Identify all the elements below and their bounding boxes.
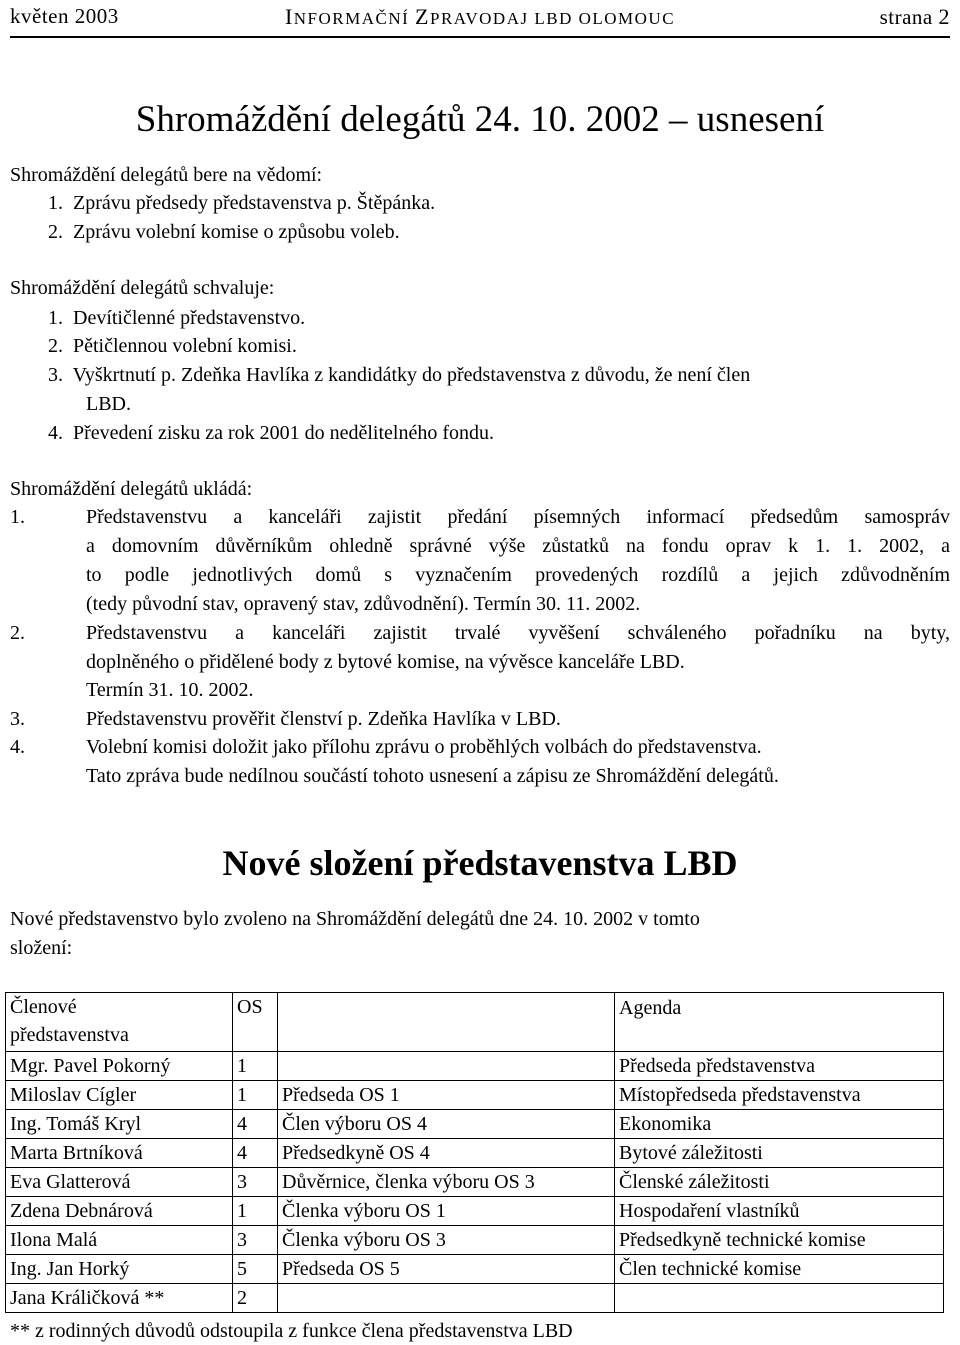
member-os: 1 bbox=[233, 1052, 278, 1081]
member-agenda: Místopředseda představenstva bbox=[615, 1081, 944, 1110]
member-agenda: Hospodaření vlastníků bbox=[615, 1197, 944, 1226]
list-item: 4. Převedení zisku za rok 2001 do nedělitelného fondu. bbox=[48, 422, 494, 444]
table-row bbox=[6, 1168, 944, 1197]
list-number: 2. bbox=[10, 622, 25, 644]
member-agenda: Člen technické komise bbox=[615, 1255, 944, 1284]
col-header-os: OS bbox=[233, 993, 278, 1052]
list-number: 4. bbox=[10, 736, 25, 758]
col-header-members: Členové představenstva bbox=[6, 993, 233, 1052]
member-agenda: Předseda představenstva bbox=[615, 1052, 944, 1081]
member-os: 1 bbox=[233, 1197, 278, 1226]
list-item-line: doplněného o přidělené body z bytové komise, na vývěsce kanceláře LBD. bbox=[86, 651, 685, 673]
member-name: Eva Glatterová bbox=[6, 1168, 233, 1197]
board-members-table bbox=[5, 992, 944, 1313]
table-row bbox=[6, 1052, 944, 1081]
issue-date: květen 2003 bbox=[10, 4, 119, 28]
member-name: Miloslav Cígler bbox=[6, 1081, 233, 1110]
section-title-board: Nové složení představenstva LBD bbox=[222, 843, 738, 883]
member-name: Ilona Malá bbox=[6, 1226, 233, 1255]
member-agenda: Bytové záležitosti bbox=[615, 1139, 944, 1168]
list-item: 1. Devítičlenné představenstvo. bbox=[48, 307, 306, 329]
page-number: strana 2 bbox=[879, 4, 950, 29]
table-row bbox=[6, 1197, 944, 1226]
board-intro: Nové představenstvo bylo zvoleno na Shromáždění delegátů dne 24. 10. 2002 v tomto bbox=[10, 908, 700, 930]
member-role: Členka výboru OS 3 bbox=[278, 1226, 615, 1255]
section-title-resolution: Shromáždění delegátů 24. 10. 2002 – usnesení bbox=[135, 99, 825, 140]
member-agenda: Předsedkyně technické komise bbox=[615, 1226, 944, 1255]
list-item-line: (tedy původní stav, opravený stav, zdůvodnění). Termín 30. 11. 2002. bbox=[86, 593, 641, 615]
member-os: 5 bbox=[233, 1255, 278, 1284]
member-name: Ing. Jan Horký bbox=[6, 1255, 233, 1284]
list-item-line: to podle jednotlivých domů s vyznačením provedených rozdílů a jejich zdůvodněním bbox=[86, 564, 950, 586]
list-item-line: Představenstvu a kanceláři zajistit trvalé vyvěšení schváleného pořadníku na byty, bbox=[86, 622, 950, 644]
member-name: Marta Brtníková bbox=[6, 1139, 233, 1168]
list-number: 1. bbox=[10, 506, 25, 528]
member-os: 3 bbox=[233, 1168, 278, 1197]
list-item: 3. Vyškrtnutí p. Zdeňka Havlíka z kandidátky do představenstva z důvodu, že není člen bbox=[48, 364, 751, 386]
list-item-line: Termín 31. 10. 2002. bbox=[86, 679, 254, 701]
member-role: Člen výboru OS 4 bbox=[278, 1110, 615, 1139]
member-role: Členka výboru OS 1 bbox=[278, 1197, 615, 1226]
col-header-role bbox=[278, 993, 615, 1052]
imposes-heading: Shromáždění delegátů ukládá: bbox=[10, 478, 253, 500]
table-row bbox=[6, 1226, 944, 1255]
board-intro-cont: složení: bbox=[10, 937, 73, 959]
list-item-line: Tato zpráva bude nedílnou součástí tohoto usnesení a zápisu ze Shromáždění delegátů. bbox=[86, 765, 779, 787]
member-role bbox=[278, 1052, 615, 1081]
member-agenda bbox=[615, 1284, 944, 1313]
newsletter-title: INFORMAČNÍ ZPRAVODAJ LBD OLOMOUC bbox=[284, 4, 676, 29]
notes-heading: Shromáždění delegátů bere na vědomí: bbox=[10, 164, 323, 186]
table-row bbox=[6, 1284, 944, 1313]
member-agenda: Členské záležitosti bbox=[615, 1168, 944, 1197]
member-role: Předseda OS 1 bbox=[278, 1081, 615, 1110]
list-item-line: a domovním důvěrníkům ohledně správné výše zůstatků na fondu oprav k 1. 1. 2002, a bbox=[86, 535, 950, 557]
member-name: Zdena Debnárová bbox=[6, 1197, 233, 1226]
table-row bbox=[6, 1081, 944, 1110]
approves-heading: Shromáždění delegátů schvaluje: bbox=[10, 277, 275, 299]
member-role: Důvěrnice, členka výboru OS 3 bbox=[278, 1168, 615, 1197]
member-name: Jana Králičková ** bbox=[6, 1284, 233, 1313]
list-item-line: Představenstvu prověřit členství p. Zdeňka Havlíka v LBD. bbox=[86, 708, 561, 730]
list-item-line: Volební komisi doložit jako přílohu zprávu o proběhlých volbách do představenstva. bbox=[86, 736, 762, 758]
table-row bbox=[6, 1255, 944, 1284]
member-name: Mgr. Pavel Pokorný bbox=[6, 1052, 233, 1081]
member-name: Ing. Tomáš Kryl bbox=[6, 1110, 233, 1139]
member-os: 2 bbox=[233, 1284, 278, 1313]
table-row bbox=[6, 1110, 944, 1139]
member-agenda: Ekonomika bbox=[615, 1110, 944, 1139]
col-header-agenda: Agenda bbox=[615, 993, 944, 1052]
member-os: 4 bbox=[233, 1110, 278, 1139]
member-os: 1 bbox=[233, 1081, 278, 1110]
member-role: Předseda OS 5 bbox=[278, 1255, 615, 1284]
table-header-row bbox=[6, 993, 944, 1052]
table-row bbox=[6, 1139, 944, 1168]
list-item-line: Představenstvu a kanceláři zajistit předání písemných informací předsedům samospráv bbox=[86, 506, 950, 528]
member-os: 4 bbox=[233, 1139, 278, 1168]
member-role bbox=[278, 1284, 615, 1313]
list-item-continuation: LBD. bbox=[86, 393, 131, 415]
list-item: 2. Zprávu volební komise o způsobu voleb. bbox=[48, 221, 400, 243]
member-role: Předsedkyně OS 4 bbox=[278, 1139, 615, 1168]
list-number: 3. bbox=[10, 708, 25, 730]
member-os: 3 bbox=[233, 1226, 278, 1255]
list-item: 2. Pětičlennou volební komisi. bbox=[48, 335, 297, 357]
list-item: 1. Zprávu předsedy představenstva p. Štěpánka. bbox=[48, 192, 436, 214]
footnote: ** z rodinných důvodů odstoupila z funkce člena představenstva LBD bbox=[10, 1320, 573, 1342]
page-header bbox=[10, 0, 950, 38]
